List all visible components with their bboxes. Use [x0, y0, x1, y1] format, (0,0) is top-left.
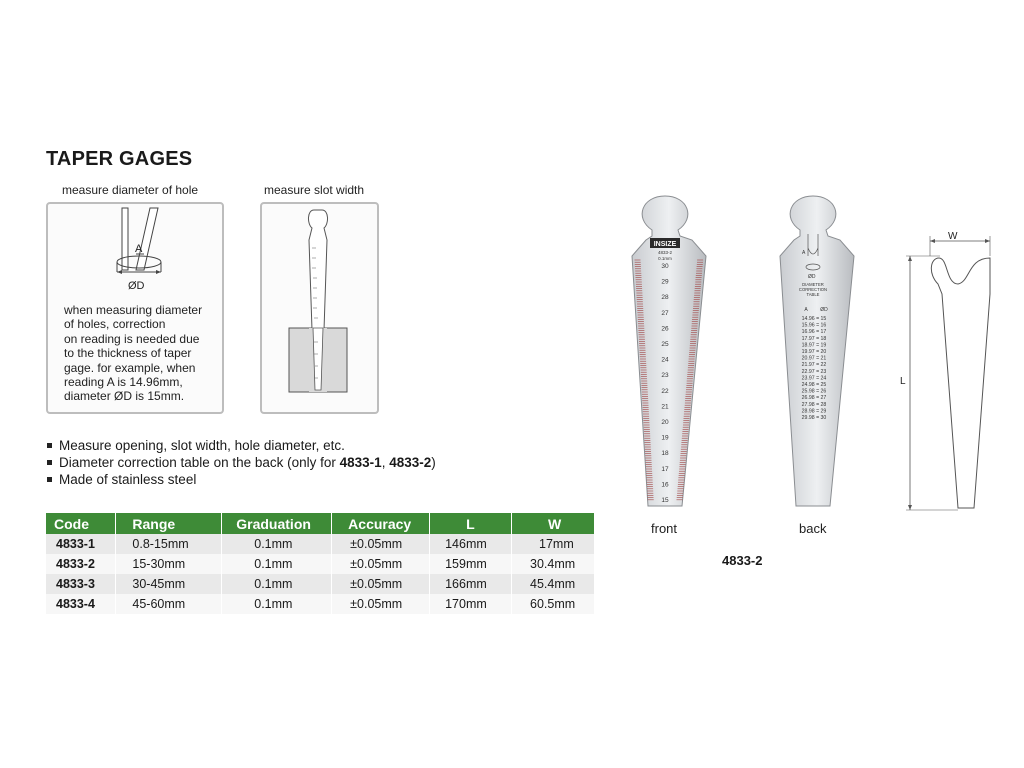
scale-number: 25	[661, 341, 669, 348]
cell-accuracy: ±0.05mm	[332, 534, 430, 554]
correction-row: 28.98 = 29	[801, 408, 827, 415]
front-model-text: 4833-2	[657, 250, 673, 255]
scale-number: 20	[661, 419, 669, 426]
cell-range: 15-30mm	[116, 554, 222, 574]
hole-label-a: A	[135, 243, 143, 255]
front-label: front	[651, 521, 678, 536]
back-symbol-a: A	[802, 250, 806, 256]
table-row	[46, 594, 595, 614]
cell-width: 60.5mm	[512, 594, 595, 614]
cell-graduation: 0.1mm	[222, 534, 332, 554]
taper-gage-front	[624, 190, 714, 510]
slot-measurement-illustration	[262, 204, 377, 412]
gage-dimension-drawing	[898, 228, 994, 512]
page-title: TAPER GAGES	[46, 148, 193, 170]
scale-number: 15	[661, 497, 669, 504]
back-symbol-d: ØD	[808, 274, 816, 280]
dim-w-label: W	[948, 231, 958, 242]
header-accuracy: Accuracy	[332, 513, 430, 534]
correction-row: 27.98 = 28	[801, 401, 827, 408]
front-units-text: 0.1mm	[658, 256, 672, 261]
cell-graduation: 0.1mm	[222, 594, 332, 614]
cell-code: 4833-2	[46, 554, 116, 574]
cell-width: 45.4mm	[512, 574, 595, 594]
table-row	[46, 574, 595, 594]
cell-length: 166mm	[430, 574, 512, 594]
cell-graduation: 0.1mm	[222, 554, 332, 574]
scale-number: 30	[661, 263, 669, 270]
correction-row: 26.98 = 27	[801, 395, 827, 402]
brand-text: INSIZE	[653, 241, 677, 248]
model-label: 4833-2	[722, 553, 763, 568]
scale-number: 23	[661, 372, 669, 380]
hole-note-line: on reading is needed due	[64, 331, 200, 346]
cell-range: 45-60mm	[116, 594, 222, 614]
cell-accuracy: ±0.05mm	[332, 554, 430, 574]
specification-table	[46, 513, 595, 614]
feature-text: Measure opening, slot width, hole diameter, etc.	[59, 438, 345, 453]
back-col-d: ØD	[820, 307, 828, 313]
feature-text-end: )	[431, 455, 436, 470]
scale-number: 27	[661, 309, 669, 317]
correction-row: 22.97 = 23	[801, 368, 827, 375]
hole-note-line: when measuring diameter	[64, 303, 203, 317]
scale-number: 26	[661, 325, 669, 333]
header-code: Code	[46, 513, 116, 534]
cell-range: 30-45mm	[116, 574, 222, 594]
feature-text: Diameter correction table on the back (only for	[59, 455, 340, 470]
hole-note-line: diameter ØD is 15mm.	[64, 389, 185, 404]
slot-diagram-panel	[260, 202, 379, 414]
hole-note-line: reading A is 14.96mm,	[64, 375, 183, 390]
correction-row: 19.97 = 20	[801, 349, 827, 355]
back-label: back	[799, 521, 827, 536]
hole-diagram-caption: measure diameter of hole	[62, 183, 199, 197]
header-graduation: Graduation	[222, 513, 332, 534]
cell-code: 4833-1	[46, 534, 116, 554]
scale-number: 18	[661, 450, 669, 458]
feature-code: 4833-2	[389, 455, 432, 470]
feature-item	[46, 471, 436, 488]
cell-accuracy: ±0.05mm	[332, 594, 430, 614]
cell-code: 4833-3	[46, 574, 116, 594]
correction-row: 24.98 = 25	[801, 382, 827, 388]
correction-row: 20.97 = 21	[801, 355, 827, 362]
hole-note-line: gage. for example, when	[64, 360, 196, 375]
feature-text: Made of stainless steel	[59, 472, 197, 487]
correction-row: 21.97 = 22	[801, 362, 827, 369]
header-width: W	[512, 513, 595, 534]
feature-list	[46, 437, 436, 488]
table-header-row	[46, 513, 595, 534]
header-length: L	[430, 513, 512, 534]
feature-code: 4833-1	[339, 455, 382, 470]
correction-row: 15.96 = 16	[801, 322, 827, 329]
table-row	[46, 534, 595, 554]
back-title-line: CORRECTION	[798, 287, 828, 292]
back-col-a: A	[804, 307, 808, 313]
slot-diagram-caption: measure slot width	[264, 183, 365, 197]
cell-code: 4833-4	[46, 594, 116, 614]
scale-number: 19	[661, 434, 669, 442]
table-row	[46, 554, 595, 574]
back-title-line: DIAMETER	[802, 282, 824, 287]
scale-number: 22	[661, 387, 669, 395]
back-title-line: TABLE	[806, 292, 820, 297]
correction-row: 25.98 = 26	[801, 388, 827, 395]
scale-number: 21	[661, 403, 669, 411]
cell-length: 146mm	[430, 534, 512, 554]
header-range: Range	[116, 513, 222, 534]
cell-length: 159mm	[430, 554, 512, 574]
cell-width: 17mm	[512, 534, 595, 554]
scale-number: 16	[661, 481, 669, 489]
hole-label-diameter: ØD	[128, 280, 145, 292]
feature-item	[46, 454, 436, 471]
feature-separator: ,	[381, 455, 390, 470]
hole-correction-note	[64, 303, 222, 404]
taper-gage-back	[772, 190, 862, 510]
correction-row: 23.97 = 24	[801, 375, 827, 382]
scale-number: 28	[661, 294, 669, 302]
cell-graduation: 0.1mm	[222, 574, 332, 594]
hole-note-line: of holes, correction	[64, 317, 166, 332]
correction-row: 29.98 = 30	[801, 415, 827, 421]
cell-length: 170mm	[430, 594, 512, 614]
scale-number: 29	[661, 278, 669, 286]
correction-row: 18.97 = 19	[801, 342, 827, 349]
scale-number: 24	[661, 356, 669, 364]
feature-item	[46, 437, 436, 454]
hole-note-line: to the thickness of taper	[64, 346, 192, 361]
cell-accuracy: ±0.05mm	[332, 574, 430, 594]
correction-row: 16.96 = 17	[801, 329, 827, 336]
scale-number: 17	[661, 465, 669, 473]
cell-range: 0.8-15mm	[116, 534, 222, 554]
correction-row: 14.96 = 15	[801, 316, 827, 322]
dim-l-label: L	[900, 376, 906, 387]
cell-width: 30.4mm	[512, 554, 595, 574]
correction-row: 17.97 = 18	[801, 335, 827, 342]
